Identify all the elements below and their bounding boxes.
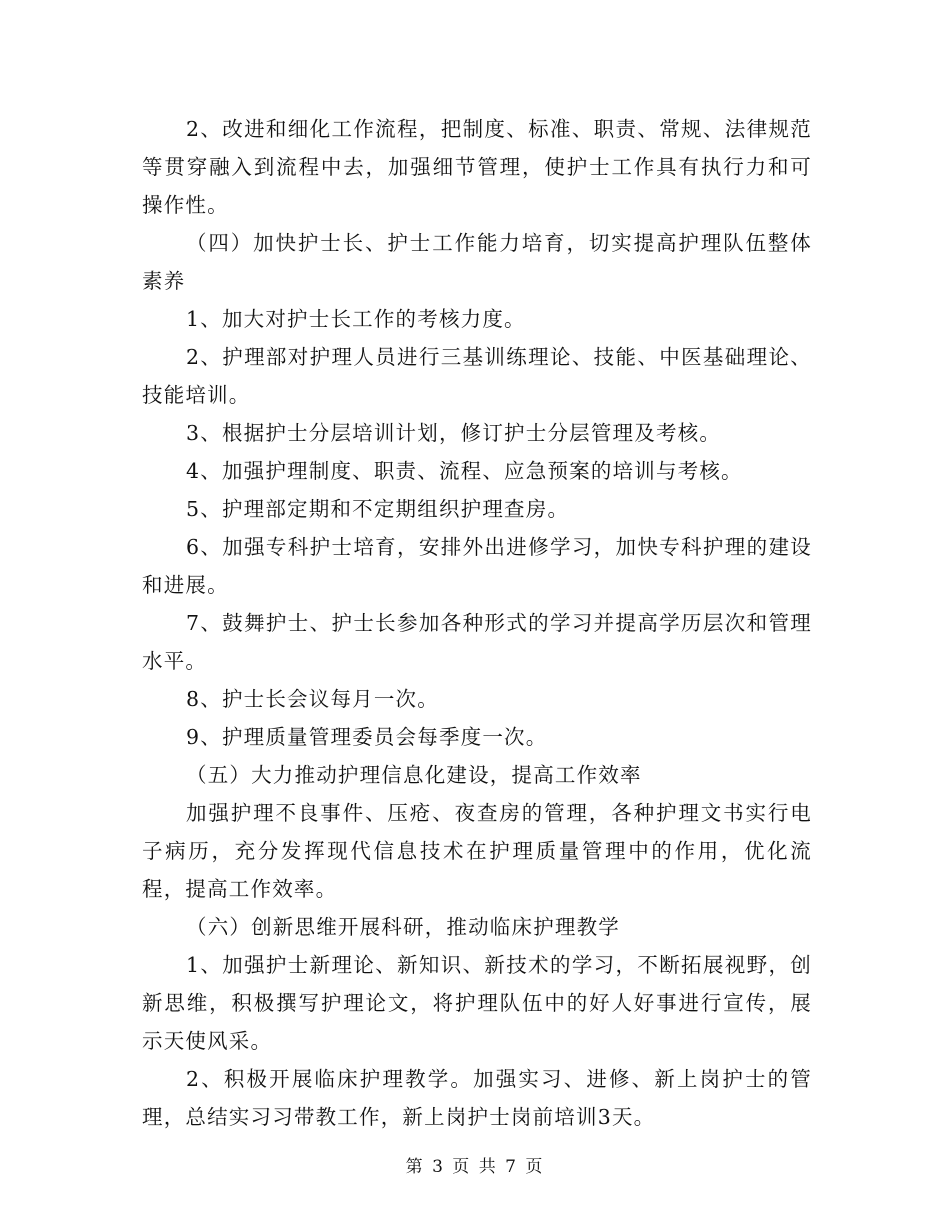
page-body xyxy=(142,110,812,1136)
paragraph: 1、加大对护士长工作的考核力度。 xyxy=(186,307,526,331)
paragraph: 8、护士长会议每月一次。 xyxy=(186,687,439,711)
page-number-footer: 第 3 页 共 7 页 xyxy=(405,1157,545,1177)
paragraph: 9、护理质量管理委员会每季度一次。 xyxy=(186,725,548,749)
paragraph: 6、加强专科护士培育，安排外出进修学习，加快专科护理的建设和进展。 xyxy=(142,535,812,597)
paragraph: 5、护理部定期和不定期组织护理查房。 xyxy=(186,497,570,521)
section-heading-6: （六）创新思维开展科研，推动临床护理教学 xyxy=(186,915,620,939)
paragraph: 2、护理部对护理人员进行三基训练理论、技能、中医基础理论、技能培训。 xyxy=(142,345,812,407)
section-heading-4: （四）加快护士长、护士工作能力培育，切实提高护理队伍整体素养 xyxy=(142,231,812,293)
paragraph: 加强护理不良事件、压疮、夜查房的管理，各种护理文书实行电子病历，充分发挥现代信息技术在护理质量管理中的作用，优化流程，提高工作效率。 xyxy=(142,801,812,901)
paragraph: 1、加强护士新理论、新知识、新技术的学习，不断拓展视野，创新思维，积极撰写护理论文，将护理队伍中的好人好事进行宣传，展示天使风采。 xyxy=(142,953,812,1053)
paragraph: 2、积极开展临床护理教学。加强实习、进修、新上岗护士的管理，总结实习习带教工作，新上岗护士岗前培训3天。 xyxy=(142,1067,812,1129)
paragraph: 4、加强护理制度、职责、流程、应急预案的培训与考核。 xyxy=(186,459,743,483)
paragraph: 2、改进和细化工作流程，把制度、标准、职责、常规、法律规范等贯穿融入到流程中去，加强细节管理，使护士工作具有执行力和可操作性。 xyxy=(142,117,812,217)
paragraph: 7、鼓舞护士、护士长参加各种形式的学习并提高学历层次和管理水平。 xyxy=(142,611,812,673)
section-heading-5: （五）大力推动护理信息化建设，提高工作效率 xyxy=(186,763,642,787)
paragraph: 3、根据护士分层培训计划，修订护士分层管理及考核。 xyxy=(186,421,722,445)
